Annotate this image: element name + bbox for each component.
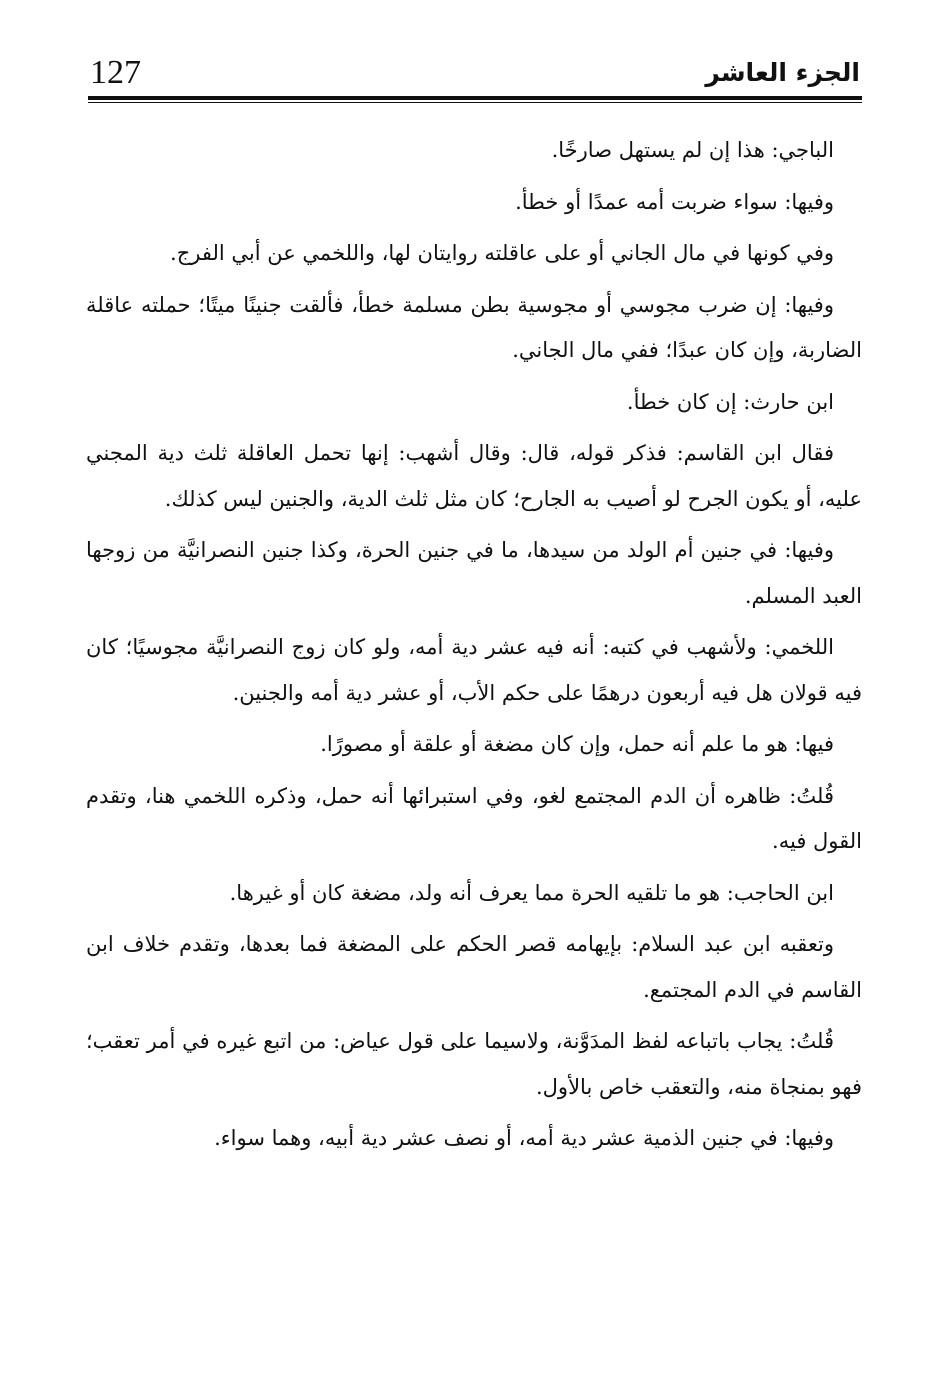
paragraph: ابن الحاجب: هو ما تلقيه الحرة مما يعرف أنه ولد، مضغة كان أو غيرها. [229, 880, 834, 905]
paragraph: ابن حارث: إن كان خطأ. [626, 389, 834, 414]
header-rule-thick [88, 96, 862, 100]
paragraph: وفيها: إن ضرب مجوسي أو مجوسية بطن مسلمة خطأ، فألقت جنينًا ميتًا؛ حملته عاقلة الضاربة، وإن كان عبدًا؛ ففي مال الجاني. [86, 292, 862, 362]
paragraph: فيها: هو ما علم أنه حمل، وإن كان مضغة أو علقة أو مصورًا. [320, 732, 834, 756]
paragraph: وفي كونها في مال الجاني أو على عاقلته روايتان لها، واللخمي عن أبي الفرج. [170, 241, 834, 265]
paragraph: وفيها: في جنين الذمية عشر دية أمه، أو نصف عشر دية أبيه، وهما سواء. [214, 1126, 834, 1150]
paragraph: فقال ابن القاسم: فذكر قوله، قال: وقال أشهب: إنها تحمل العاقلة ثلث دية المجني عليه، أو يكون الجرح لو أصيب به الجارح؛ كان مثل ثلث الدية، والجنين ليس كذلك. [86, 441, 862, 511]
paragraph: قُلتُ: يجاب باتباعه لفظ المدَوَّنة، ولاسيما على قول عياض: من اتبع غيره في أمر تعقب؛ فهو بمنجاة منه، والتعقب خاص بالأول. [86, 1029, 862, 1099]
page-body [86, 128, 862, 1168]
paragraph: الباجي: هذا إن لم يستهل صارخًا. [551, 138, 834, 162]
paragraph: اللخمي: ولأشهب في كتبه: أنه فيه عشر دية أمه، ولو كان زوج النصرانيَّة مجوسيًا؛ كان فيه قولان هل فيه أربعون درهمًا على حكم الأب، أو عشر دية أمه والجنين. [86, 635, 862, 705]
running-title: الجزء العاشر [705, 58, 860, 87]
paragraph: وفيها: سواء ضربت أمه عمدًا أو خطأ. [515, 189, 834, 214]
page-number: 127 [90, 54, 141, 91]
page-header [90, 52, 860, 94]
header-rule-thin [88, 102, 862, 103]
paragraph: وتعقبه ابن عبد السلام: بإيهامه قصر الحكم على المضغة فما بعدها، وتقدم خلاف ابن القاسم في الدم المجتمع. [86, 932, 862, 1002]
paragraph: وفيها: في جنين أم الولد من سيدها، ما في جنين الحرة، وكذا جنين النصرانيَّة من زوجها العبد المسلم. [86, 538, 862, 608]
paragraph: قُلتُ: ظاهره أن الدم المجتمع لغو، وفي استبرائها أنه حمل، وذكره اللخمي هنا، وتقدم القول فيه. [86, 783, 862, 853]
